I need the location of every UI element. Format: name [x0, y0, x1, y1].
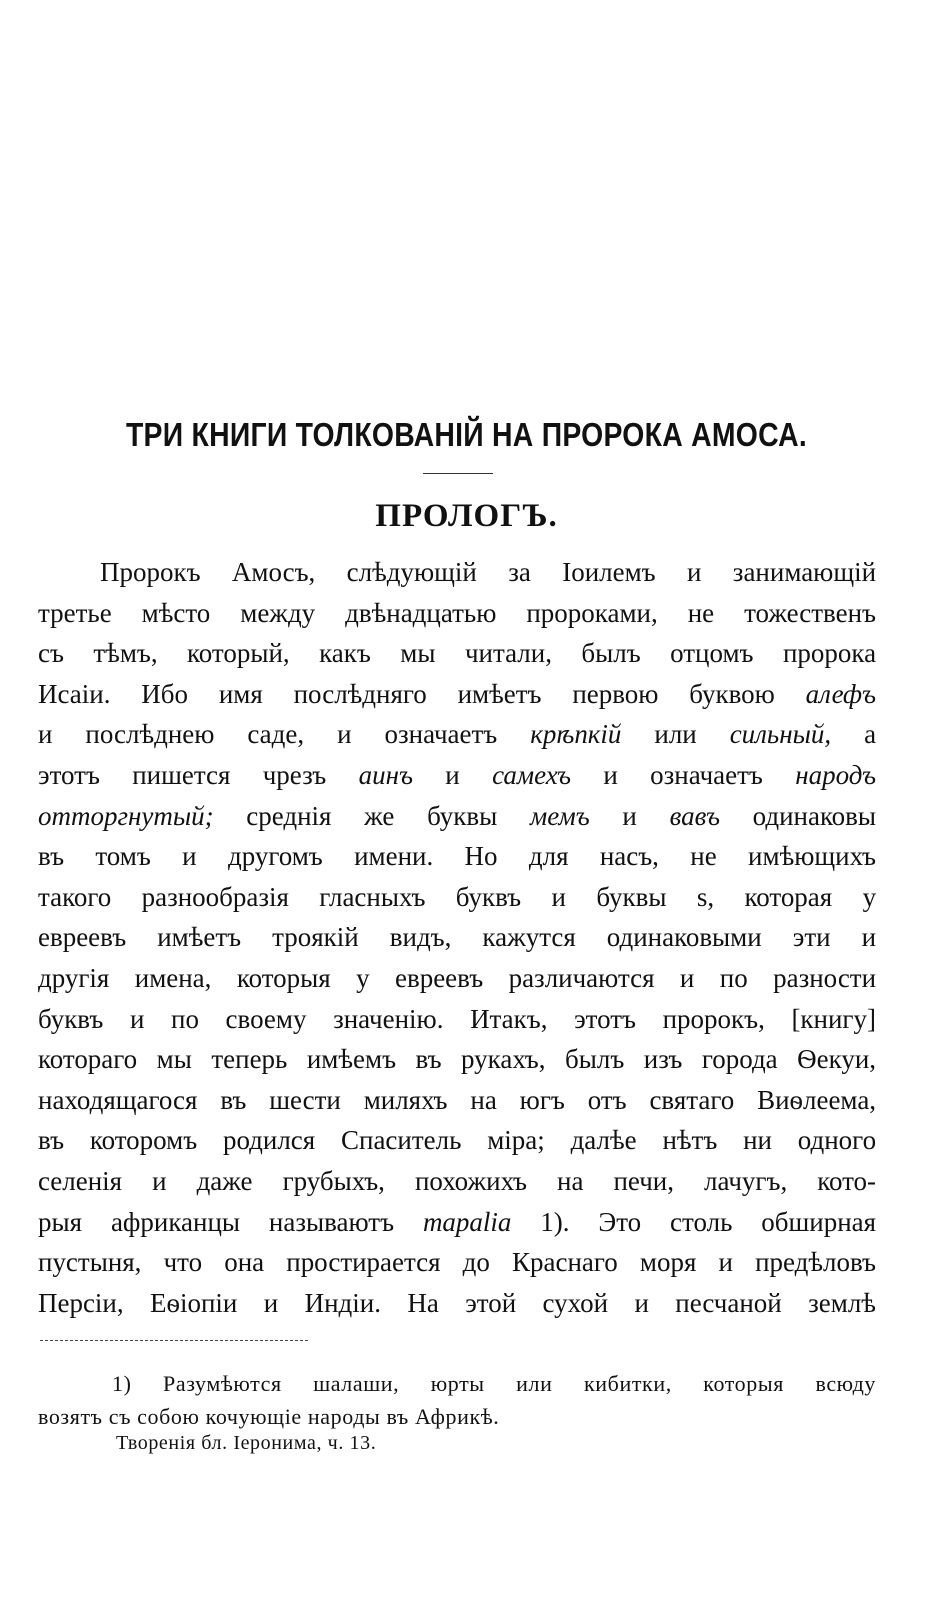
text-line: буквъ и по своему значенію. Итакъ, этотъ пророкъ, [книгу]	[38, 1003, 876, 1034]
source-note: Творенія бл. Іеронима, ч. 13.	[116, 1432, 377, 1454]
text-line: такого разнообразія гласныхъ буквъ и буквы s, которая у	[38, 881, 877, 912]
footnote-divider	[40, 1340, 308, 1341]
text-line: рыя африканцы называютъ mapalia 1). Это столь обширная	[38, 1206, 877, 1237]
text-line: находящагося въ шести миляхъ на югъ отъ святаго Виѳлеема,	[38, 1084, 877, 1115]
page-title: ТРИ КНИГИ ТОЛКОВАНІЙ НА ПРОРОКА АМОСА.	[125, 416, 808, 453]
text-line: Пророкъ Амосъ, слѣдующій за Іоилемъ и занимающій	[100, 557, 877, 587]
text-line: и послѣднею саде, и означаетъ крѣпкій или сильный, а	[38, 719, 877, 750]
text-line: Персіи, Еѳіопіи и Индіи. На этой сухой и песчаной землѣ	[38, 1287, 876, 1318]
footnote-line: возятъ съ собою кочующіе народы въ Африкѣ.	[38, 1404, 500, 1429]
text-line: селенія и даже грубыхъ, похожихъ на печи, лачугъ, кото-	[38, 1165, 877, 1196]
section-title: ПРОЛОГЪ.	[375, 498, 558, 534]
text-line: котораго мы теперь имѣемъ въ рукахъ, былъ изъ города Ѳекуи,	[38, 1044, 877, 1075]
text-line: въ томъ и другомъ имени. Но для насъ, не имѣющихъ	[38, 841, 877, 872]
text-line: этотъ пишется чрезъ аинъ и самехъ и означаетъ народъ	[38, 759, 877, 790]
text-line: отторгнутый; среднія же буквы мемъ и вавъ одинаковы	[38, 800, 877, 831]
text-line: Исаіи. Ибо имя послѣдняго имѣетъ первою буквою алефъ	[38, 678, 877, 709]
text-line: въ которомъ родился Спаситель міра; далѣе нѣтъ ни одного	[38, 1125, 877, 1156]
text-line: евреевъ имѣетъ трoякій видъ, кажутся одинаковыми эти и	[38, 922, 877, 953]
footnote-line: 1) Разумѣются шалаши, юрты или кибитки, которыя всюду	[112, 1371, 876, 1396]
text-line: пустыня, что она простирается до Краснаго моря и предѣловъ	[38, 1247, 876, 1278]
title-divider	[423, 473, 493, 474]
footnote	[38, 1367, 876, 1433]
text-line: съ тѣмъ, который, какъ мы читали, былъ отцомъ пророка	[38, 638, 877, 669]
body-text	[38, 552, 876, 1323]
text-line: другія имена, которыя у евреевъ различаются и по разности	[38, 962, 877, 993]
text-line: третье мѣсто между двѣнадцатью пророками, не тожественъ	[38, 597, 876, 628]
